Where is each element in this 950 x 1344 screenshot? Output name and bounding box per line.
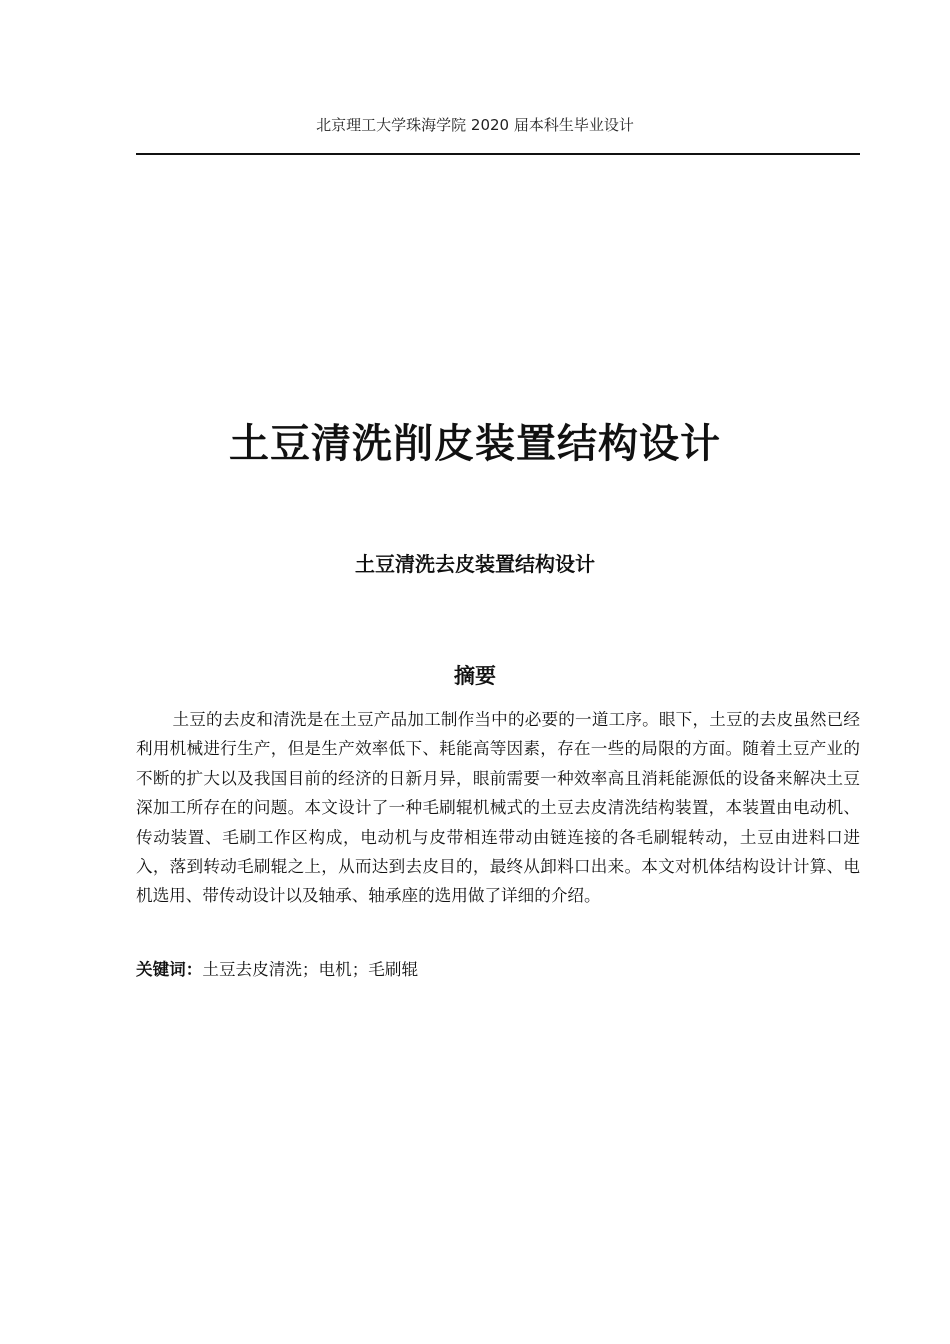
subtitle: 土豆清洗去皮装置结构设计 — [355, 552, 595, 576]
header-rule — [136, 153, 860, 155]
running-header: 北京理工大学珠海学院 2020 届本科生毕业设计 — [316, 116, 634, 134]
keywords-value: 土豆去皮清洗；电机；毛刷辊 — [202, 960, 419, 979]
keywords-line — [136, 955, 860, 984]
main-title: 土豆清洗削皮装置结构设计 — [229, 420, 721, 467]
keywords-label: 关键词： — [136, 960, 203, 979]
abstract-heading: 摘要 — [454, 664, 496, 688]
abstract-body: 土豆的去皮和清洗是在土豆产品加工制作当中的必要的一道工序。眼下，土豆的去皮虽然已经利用机械进行生产，但是生产效率低下、耗能高等因素，存在一些的局限的方面。随着土豆产业的不断的扩大以及我国目前的经济的日新月异，眼前需要一种效率高且消耗能源低的设备来解决土豆深加工所存在的问题。本文设计了一种毛刷辊机械式的土豆去皮清洗结构装置，本装置由电动机、传动装置、毛刷工作区构成，电动机与皮带相连带动由链连接的各毛刷辊转动，土豆由进料口进入，落到转动毛刷辊之上，从而达到去皮目的，最终从卸料口出来。本文对机体结构设计计算、电机选用、带传动设计以及轴承、轴承座的选用做了详细的介绍。 — [136, 710, 860, 906]
